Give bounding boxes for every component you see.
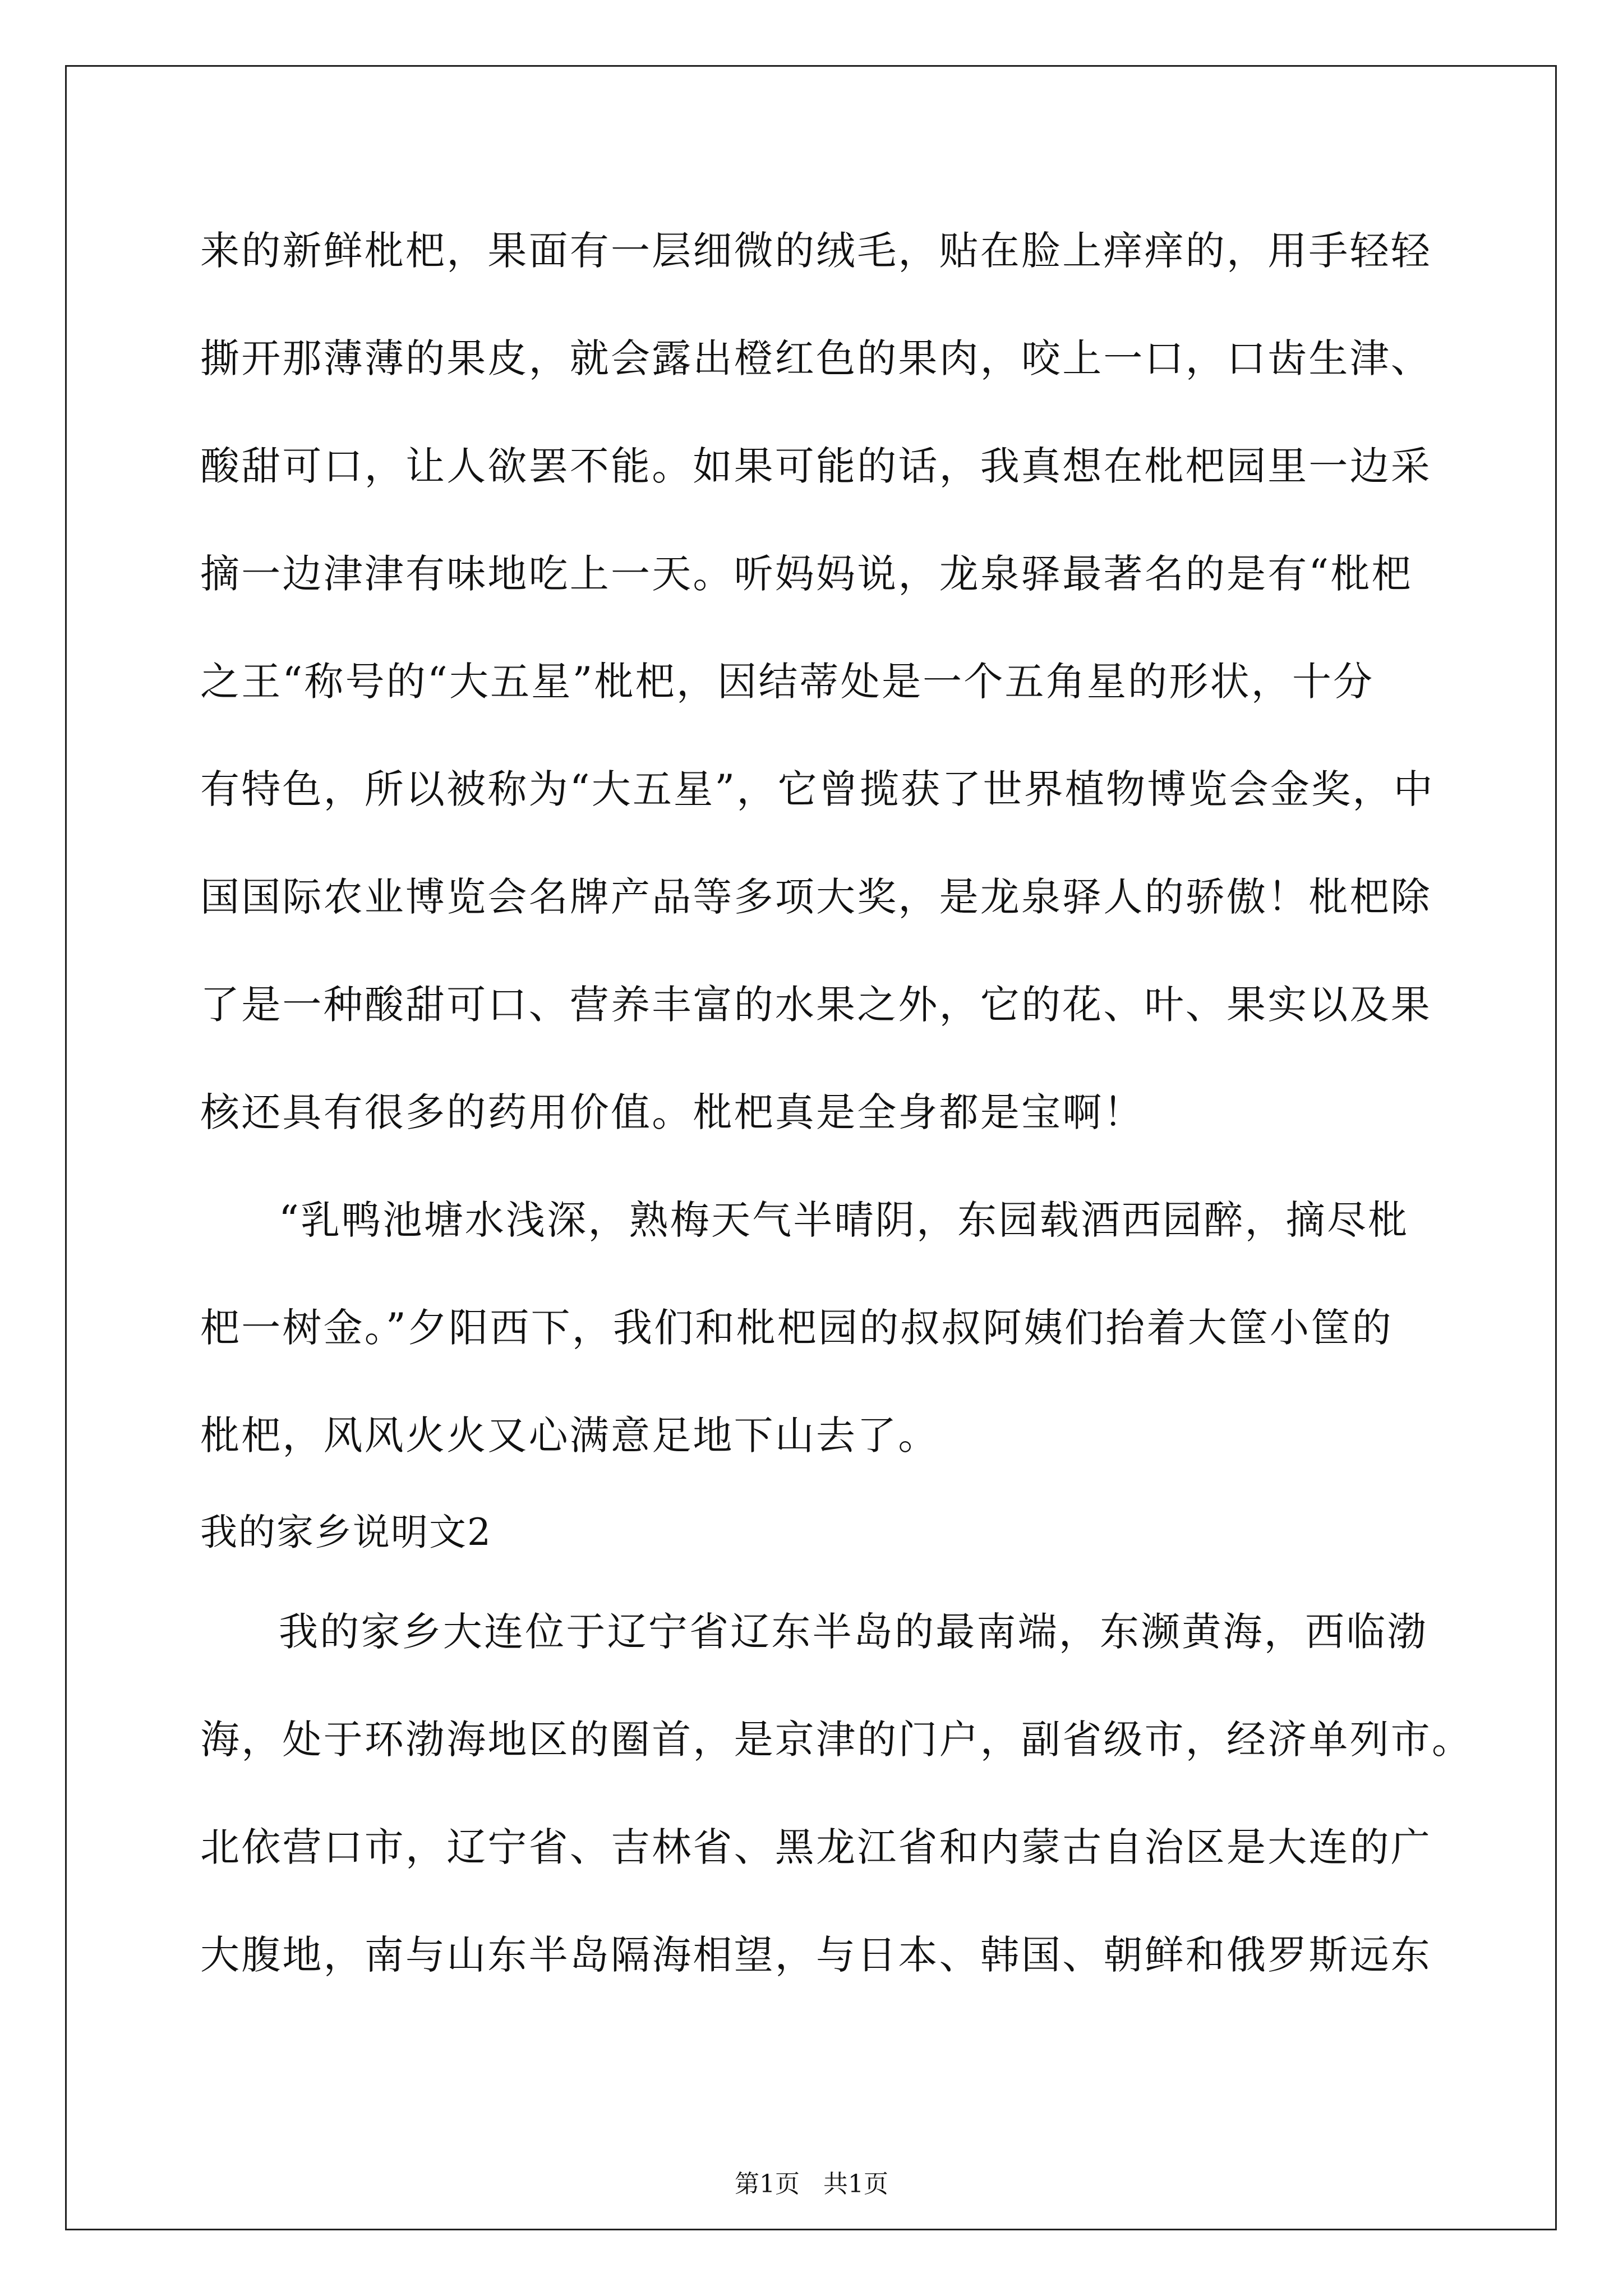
paragraph-line: 撕开那薄薄的果皮，就会露出橙红色的果肉，咬上一口，口齿生津、 [200, 335, 1432, 381]
paragraph-line: 我的家乡大连位于辽宁省辽东半岛的最南端，东濒黄海，西临渤 [279, 1609, 1428, 1655]
section-heading: 我的家乡说明文2 [200, 1511, 492, 1554]
page-border [65, 65, 1557, 2230]
paragraph-line: 有特色，所以被称为“大五星”，它曾揽获了世界植物博览会金奖，中 [200, 766, 1435, 812]
paragraph-line: 摘一边津津有味地吃上一天。听妈妈说，龙泉驿最著名的是有“枇杷 [200, 551, 1413, 597]
paragraph-line: 国国际农业博览会名牌产品等多项大奖，是龙泉驿人的骄傲！枇杷除 [200, 874, 1432, 920]
paragraph-line: 之王“称号的“大五星”枇杷，因结蒂处是一个五角星的形状，十分 [200, 659, 1375, 705]
paragraph-line: 杷一树金。”夕阳西下，我们和枇杷园的叔叔阿姨们抬着大筐小筐的 [200, 1305, 1393, 1351]
paragraph-line: 枇杷，风风火火又心满意足地下山去了。 [200, 1412, 939, 1458]
paragraph-line: 北依营口市，辽宁省、吉林省、黑龙江省和内蒙古自治区是大连的广 [200, 1824, 1432, 1870]
paragraph-line: 酸甜可口，让人欲罢不能。如果可能的话，我真想在枇杷园里一边采 [200, 443, 1432, 489]
page-footer: 第1页 共1页 [735, 2170, 888, 2198]
paragraph-line: 来的新鲜枇杷，果面有一层细微的绒毛，贴在脸上痒痒的，用手轻轻 [200, 228, 1432, 274]
paragraph-line: “乳鸭池塘水浅深，熟梅天气半晴阴，东园载酒西园醉，摘尽枇 [279, 1197, 1409, 1243]
paragraph-line: 大腹地，南与山东半岛隔海相望，与日本、韩国、朝鲜和俄罗斯远东 [200, 1932, 1432, 1978]
paragraph-line: 了是一种酸甜可口、营养丰富的水果之外，它的花、叶、果实以及果 [200, 982, 1432, 1028]
paragraph-line: 海，处于环渤海地区的圈首，是京津的门户，副省级市，经济单列市。 [200, 1717, 1473, 1763]
paragraph-line: 核还具有很多的药用价值。枇杷真是全身都是宝啊！ [200, 1089, 1145, 1135]
